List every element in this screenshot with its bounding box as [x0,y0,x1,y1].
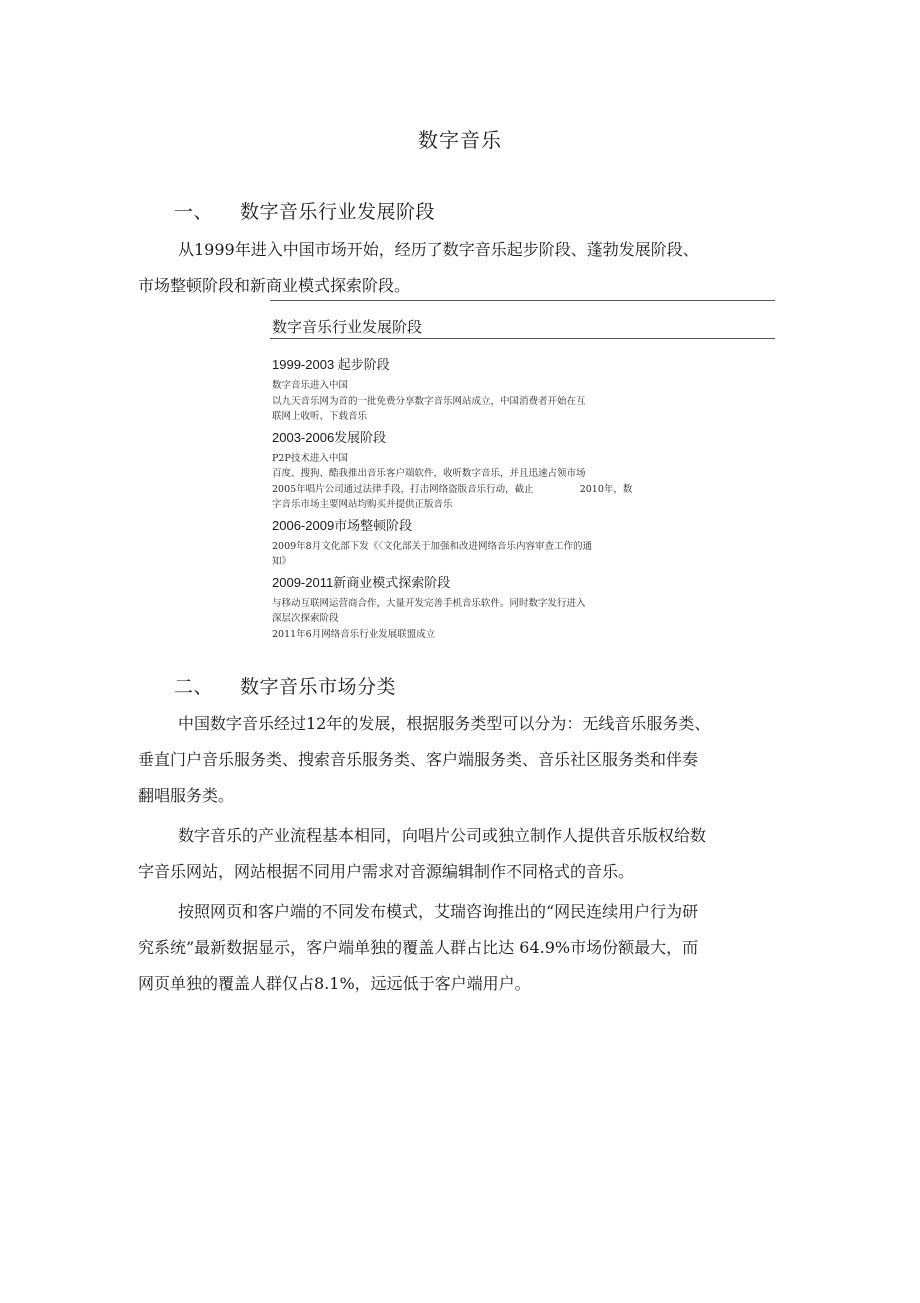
section-2-paragraph-2 [138,818,728,890]
stage-line: 知》 [272,556,292,567]
panel-title: 数字音乐行业发展阶段 [272,318,423,336]
paragraph-line: 从1999年进入中国市场开始，经历了数字音乐起步阶段、蓬勃发展阶段、 [178,240,699,259]
development-stages-panel [270,300,775,645]
section-1-number: 一、 [174,201,214,223]
section-1-title: 数字音乐行业发展阶段 [240,201,436,223]
stage-line: 百度、搜狗、酷我推出音乐客户端软件，收听数字音乐，并且迅速占领市场 [272,468,586,479]
stage-line: 2009年8月文化部下发《〈文化部关于加强和改进网络音乐内容审查工作的通 [272,540,592,552]
section-2-heading [174,672,396,699]
stage-title: 2003-2006发展阶段 [272,429,387,445]
paragraph-line: 字音乐网站，网站根据不同用户需求对音源编辑制作不同格式的音乐。 [138,862,635,881]
stage-title: 2009-2011新商业模式探索阶段 [272,574,451,590]
stage-line-part: 2005年唱片公司通过法律手段，打击网络盗版音乐行动，截止 [272,483,534,495]
paragraph-line: 垂直门户音乐服务类、搜索音乐服务类、客户端服务类、音乐社区服务类和伴奏 [138,750,699,769]
paragraph-line: 网页单独的覆盖人群仅占8.1%，远远低于客户端用户。 [138,974,531,993]
stage-line [272,482,775,498]
stage-1999-2003 [272,355,775,425]
stage-line: 深层次探索阶段 [272,613,339,624]
paragraph-line: 究系统”最新数据显示，客户端单独的覆盖人群占比达 64.9%市场份额最大，而 [138,938,699,957]
stage-2006-2009 [272,516,775,570]
stage-line: 2011年6月网络音乐行业发展联盟成立 [272,628,436,640]
paragraph-line: 按照网页和客户端的不同发布模式，艾瑞咨询推出的“网民连续用户行为研 [178,902,699,921]
stage-2003-2006 [272,428,775,513]
stage-line-part: 2010年，数 [579,483,633,495]
section-2-number: 二、 [174,676,214,698]
stage-line: 联网上收听、下载音乐 [272,411,368,422]
stage-line: 以九天音乐网为首的一批免费分享数字音乐网站成立，中国消费者开始在互 [272,395,586,407]
stage-line: P2P技术进入中国 [272,452,348,464]
stage-line: 字音乐市场主要网站均购买并提供正版音乐 [272,499,453,510]
section-2-paragraph-3 [138,894,728,1002]
stage-list [270,339,775,642]
document-title: 数字音乐 [418,128,502,152]
paragraph-line: 数字音乐的产业流程基本相同，向唱片公司或独立制作人提供音乐版权给数 [178,826,707,845]
paragraph-line: 市场整顿阶段和新商业模式探索阶段。 [138,276,411,295]
stage-line: 与移动互联网运营商合作，大量开发完善手机音乐软件。同时数字发行进入 [272,597,586,609]
stage-line: 数字音乐进入中国 [272,380,349,391]
paragraph-line: 中国数字音乐经过12年的发展，根据服务类型可以分为：无线音乐服务类、 [178,714,711,733]
stage-title: 1999-2003 起步阶段 [272,357,390,372]
section-2-paragraph-1 [138,706,728,814]
stage-title: 2006-2009市场整顿阶段 [272,517,413,533]
section-1-heading [174,197,435,224]
section-2-title: 数字音乐市场分类 [240,676,397,698]
stage-2009-2011 [272,573,775,643]
section-1-paragraph [138,232,728,304]
paragraph-line: 翻唱服务类。 [138,786,235,805]
